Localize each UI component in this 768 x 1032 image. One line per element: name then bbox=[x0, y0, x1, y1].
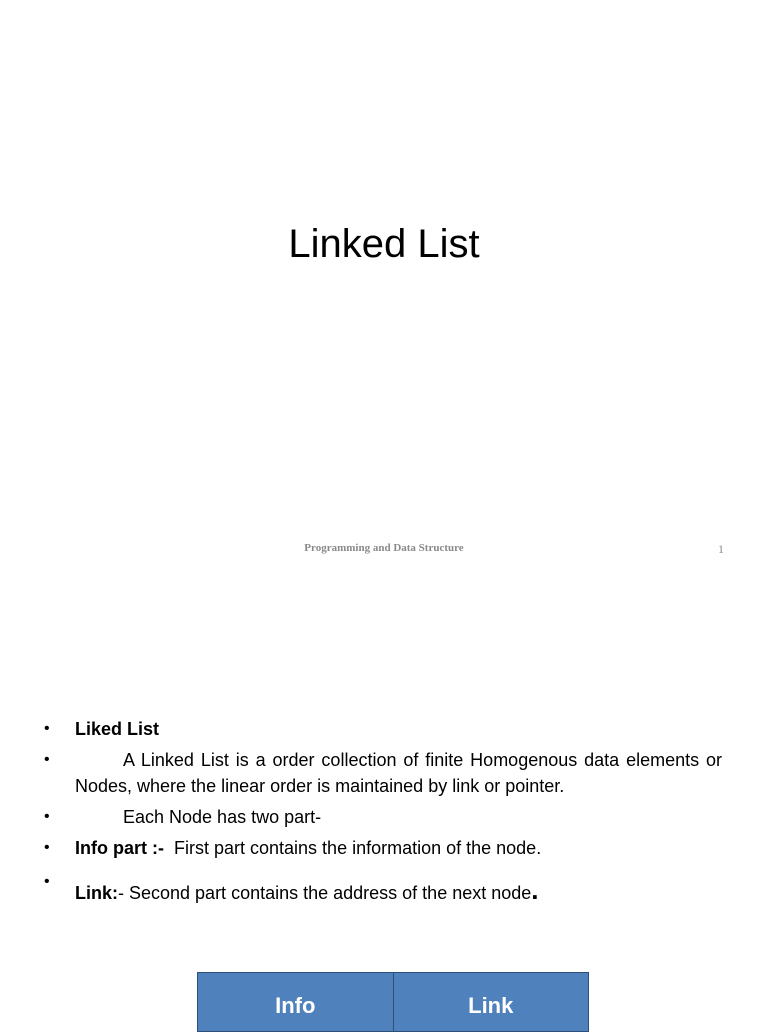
bullet-list bbox=[44, 716, 722, 906]
bullet-info-part bbox=[44, 835, 722, 861]
node-diagram bbox=[197, 972, 589, 1032]
node-info-cell: Info bbox=[198, 973, 393, 1031]
node-link-cell: Link bbox=[393, 973, 589, 1031]
bullet-heading bbox=[44, 716, 722, 742]
slide-footer: Programming and Data Structure bbox=[304, 542, 464, 554]
bullet-definition bbox=[44, 747, 722, 799]
bullet-info-part-label: Info part :- bbox=[75, 838, 164, 858]
bullet-heading-text: Liked List bbox=[75, 719, 160, 739]
bullet-node-parts-text: Each Node has two part- bbox=[123, 807, 322, 827]
bullet-node-parts bbox=[44, 804, 722, 830]
page-number: 1 bbox=[718, 542, 724, 556]
bullet-link-part-period: . bbox=[531, 875, 539, 905]
bullet-link-part-text: - Second part contains the address of the next node bbox=[118, 883, 532, 903]
bullet-definition-text: A Linked List is a order collection of finite Homogenous data elements or Nodes, where the linear order is maintained by link or pointer. bbox=[75, 750, 722, 796]
slide-title: Linked List bbox=[288, 222, 480, 266]
bullet-link-part bbox=[44, 877, 722, 906]
bullet-info-part-text: First part contains the information of the node. bbox=[174, 838, 542, 858]
bullet-link-part-label: Link: bbox=[75, 883, 118, 903]
